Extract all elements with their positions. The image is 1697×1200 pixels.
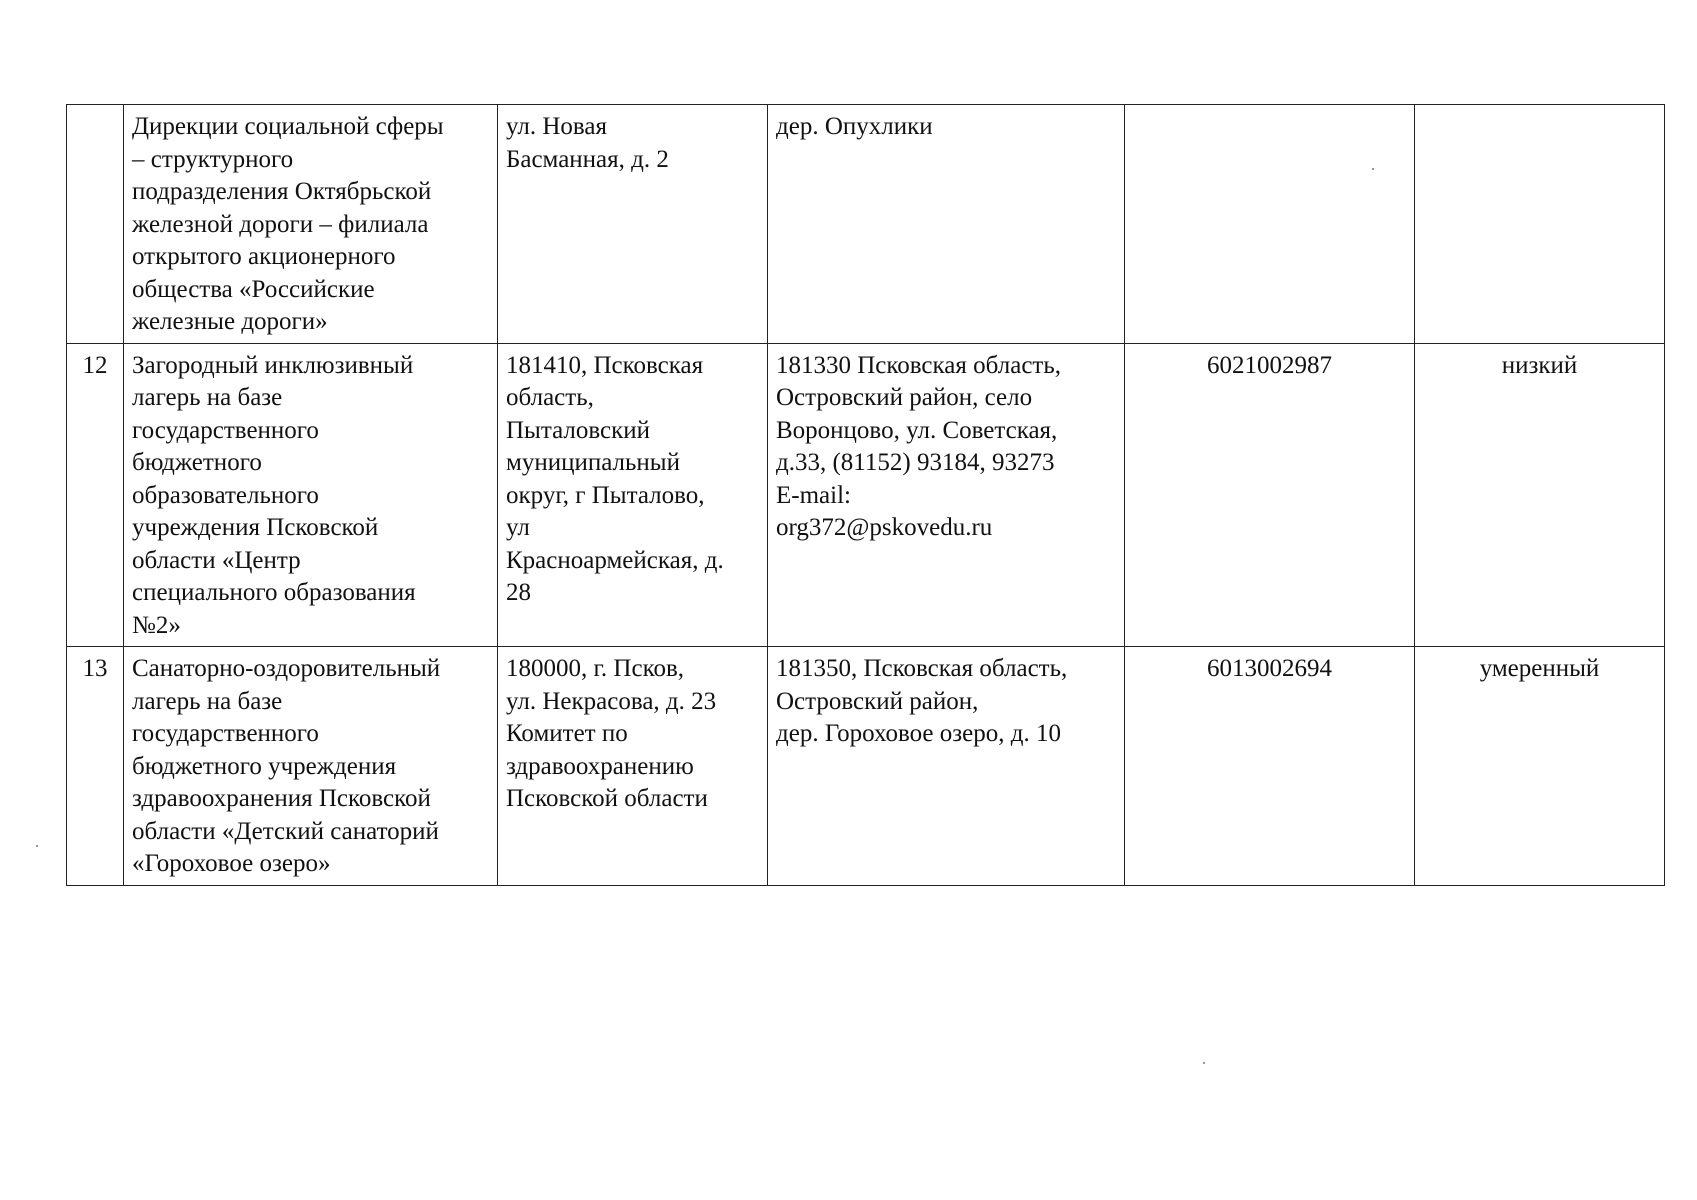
scan-speck <box>1203 1062 1205 1064</box>
row-number-cell: 13 <box>67 647 124 886</box>
legal-address-cell: ул. Новая Басманная, д. 2 <box>498 105 768 344</box>
organization-name-cell: Санаторно-оздоровительный лагерь на базе государственного бюджетного учреждения здравоохранения Псковской области «Детский санаторий «Гороховое озеро» <box>124 647 498 886</box>
row-number-cell: 12 <box>67 343 124 647</box>
inn-cell <box>1125 105 1415 344</box>
organization-name-cell: Дирекции социальной сферы – структурного подразделения Октябрьской железной дороги – филиала открытого акционерного общества «Российские железные дороги» <box>124 105 498 344</box>
table-row <box>67 105 1665 344</box>
table-row <box>67 647 1665 886</box>
actual-address-cell: дер. Опухлики <box>768 105 1125 344</box>
actual-address-cell: 181330 Псковская область, Островский район, село Воронцово, ул. Советская, д.33, (81152) 93184, 93273 E-mail: org372@pskovedu.ru <box>768 343 1125 647</box>
risk-category-cell <box>1415 105 1665 344</box>
legal-address-cell: 180000, г. Псков, ул. Некрасова, д. 23 Комитет по здравоохранению Псковской области <box>498 647 768 886</box>
scan-speck <box>36 845 38 847</box>
organization-name-cell: Загородный инклюзивный лагерь на базе государственного бюджетного образовательного учреждения Псковской области «Центр специального образования №2» <box>124 343 498 647</box>
row-number-cell <box>67 105 124 344</box>
risk-category-cell: низкий <box>1415 343 1665 647</box>
camps-registry-table <box>66 104 1665 886</box>
actual-address-cell: 181350, Псковская область, Островский район, дер. Гороховое озеро, д. 10 <box>768 647 1125 886</box>
scan-speck <box>1372 168 1374 170</box>
risk-category-cell: умеренный <box>1415 647 1665 886</box>
legal-address-cell: 181410, Псковская область, Пыталовский муниципальный округ, г Пыталово, ул Красноармейская, д. 28 <box>498 343 768 647</box>
table-row <box>67 343 1665 647</box>
inn-cell: 6013002694 <box>1125 647 1415 886</box>
inn-cell: 6021002987 <box>1125 343 1415 647</box>
